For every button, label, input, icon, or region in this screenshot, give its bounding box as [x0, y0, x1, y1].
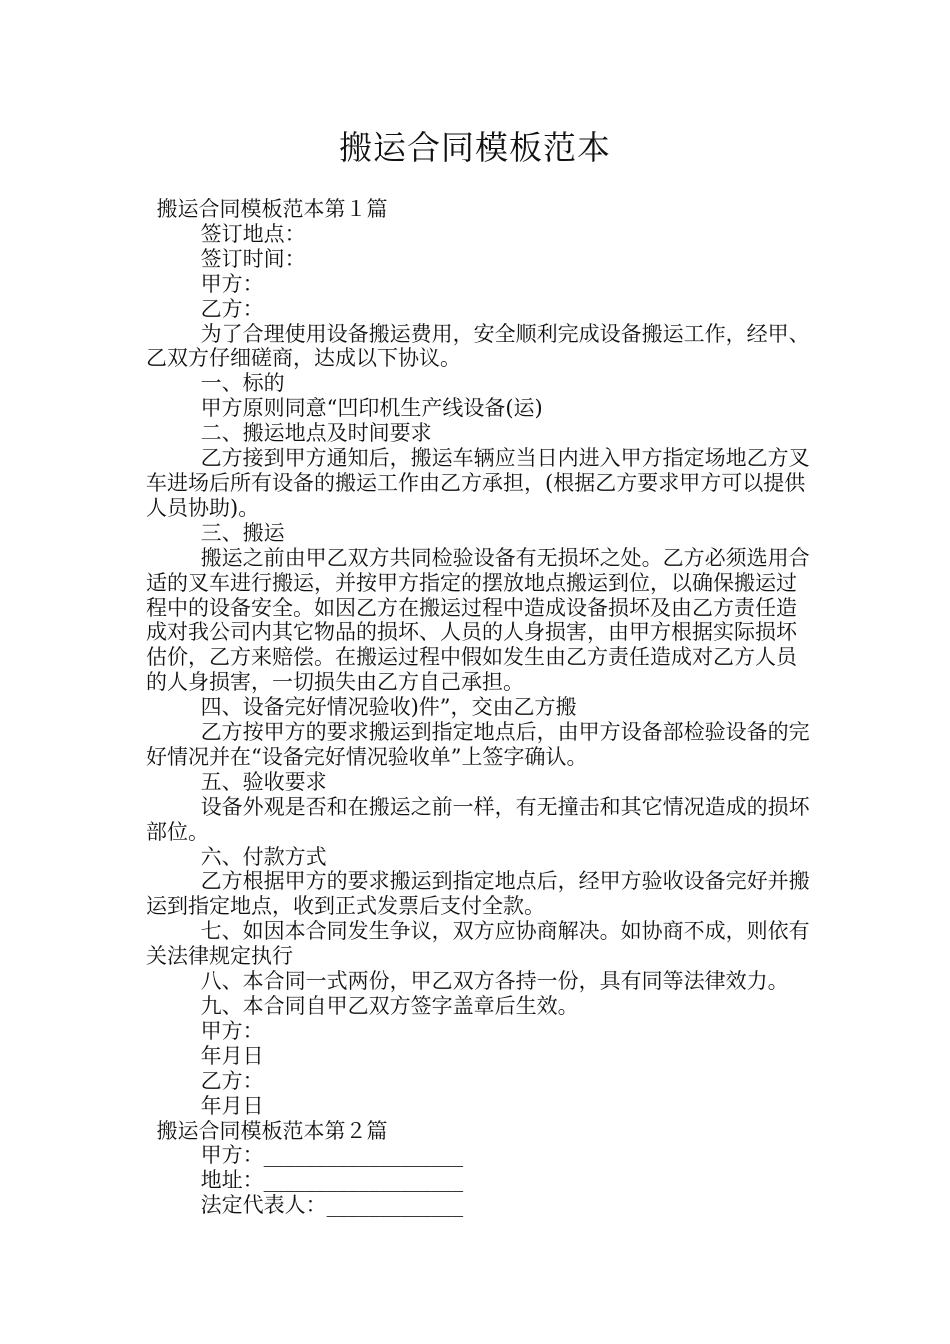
section-4-heading: 四、设备完好情况验收)件”，交由乙方搬 — [200, 695, 577, 720]
paragraph-intro: 为了合理使用设备搬运费用，安全顺利完成设备搬运工作，经甲、乙双方仔细磋商，达成以下协议。 — [146, 321, 810, 371]
signature-party-b: 乙方： — [200, 1068, 264, 1093]
article-1-heading: 搬运合同模板范本第１篇 — [156, 197, 388, 221]
section-3-text: 搬运之前由甲乙双方共同检验设备有无损坏之处。乙方必须选用合适的叉车进行搬运，并按甲方指定的摆放地点搬运到位，以确保搬运过程中的设备安全。如因乙方在搬运过程中造成设备损坏及由乙方责任造成对我公司内其它物品的损坏、人员的人身损害，由甲方根据实际损坏估价，乙方来赔偿。在搬运过程中假如发生由乙方责任造成对乙方人员的人身损害，一切损失由乙方自己承担。 — [146, 545, 810, 695]
section-5-text: 设备外观是否和在搬运之前一样，有无撞击和其它情况造成的损坏部位。 — [146, 794, 810, 844]
section-1-heading: 一、标的 — [200, 371, 285, 396]
field-label: 甲方： — [200, 1143, 264, 1168]
section-3-heading: 三、搬运 — [200, 520, 285, 545]
field-label: 法定代表人： — [200, 1193, 327, 1218]
document-body — [146, 197, 810, 1218]
fill-blank: ___________________ — [263, 1143, 464, 1168]
document-title: 搬运合同模板范本 — [339, 128, 611, 167]
section-7-text: 七、如因本合同发生争议，双方应协商解决。如协商不成，则依有关法律规定执行 — [146, 919, 810, 969]
signature-party-a: 甲方： — [200, 1018, 264, 1043]
field-address — [146, 1168, 810, 1193]
article-2-heading: 搬运合同模板范本第２篇 — [156, 1118, 388, 1143]
field-label: 地址： — [200, 1168, 264, 1193]
paragraph-sign-time: 签订时间： — [200, 246, 306, 271]
signature-date-a: 年月日 — [200, 1043, 264, 1068]
field-legal-rep — [146, 1193, 810, 1218]
section-5-heading: 五、验收要求 — [200, 769, 327, 794]
paragraph-party-b: 乙方： — [200, 296, 264, 321]
section-6-heading: 六、付款方式 — [200, 844, 327, 869]
paragraph-sign-place: 签订地点： — [200, 221, 306, 246]
section-2-text: 乙方接到甲方通知后，搬运车辆应当日内进入甲方指定场地乙方叉车进场后所有设备的搬运工作由乙方承担，(根据乙方要求甲方可以提供人员协助)。 — [146, 446, 810, 520]
fill-blank: _____________ — [326, 1193, 464, 1218]
section-8-text: 八、本合同一式两份，甲乙双方各持一份，具有同等法律效力。 — [200, 969, 789, 994]
section-6-text: 乙方根据甲方的要求搬运到指定地点后，经甲方验收设备完好并搬运到指定地点，收到正式发票后支付全款。 — [146, 869, 810, 919]
section-9-text: 九、本合同自甲乙双方签字盖章后生效。 — [200, 994, 579, 1018]
signature-date-b: 年月日 — [200, 1093, 264, 1118]
field-party-a — [146, 1143, 810, 1168]
section-4-text: 乙方按甲方的要求搬运到指定地点后，由甲方设备部检验设备的完好情况并在“设备完好情况验收单”上签字确认。 — [146, 720, 810, 769]
paragraph-party-a: 甲方： — [200, 271, 264, 296]
section-1-text: 甲方原则同意“凹印机生产线设备(运) — [200, 396, 543, 421]
fill-blank: ___________________ — [263, 1168, 464, 1193]
section-2-heading: 二、搬运地点及时间要求 — [200, 421, 432, 446]
